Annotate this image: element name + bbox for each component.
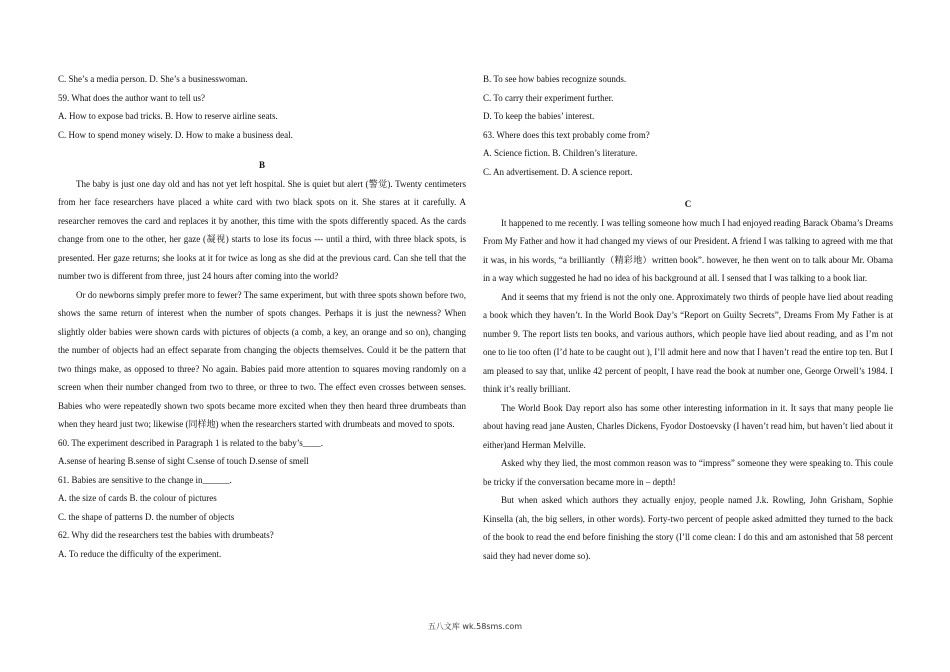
question-59: 59. What does the author want to tell us?	[58, 92, 206, 103]
option-line: C. She’s a media person. D. She’s a businesswoman.	[58, 74, 248, 84]
passage-paragraph: The World Book Day report also has some other interesting information in it. It says that many people lie about having read jane Austen, Charles Dickens, Fyodor Dostoevsky (I haven’t read him, but haven’t lied about it either)and Herman Melville.	[483, 402, 893, 450]
passage-paragraph: Asked why they lied, the most common reason was to “impress” someone they were speaking to. This coule be tricky if the conversation became more in – depth!	[483, 458, 893, 487]
passage-paragraph: And it seems that my friend is not the only one. Approximately two thirds of people have lied about reading a book which they haven’t. In the World Book Day’s “Report on Guilty Secrets”, Dreams From My Father is at number 9. The report lists ten books, and various authors, which people have lied about reading, and as I’m not one to lie too often (I’d hate to be caught out ), I’ll admit here and now that I haven’t read the entire top ten. But I am pleased to say that, unlike 42 percent of peoplt, I have read the book at number one, George Orwell’s 1984. I think it’s really brilliant.	[483, 291, 893, 394]
passage-paragraph: It happened to me recently. I was telling someone how much I had enjoyed reading Barack Obama’s Dreams From My Father and how it had changed my views of our President. A friend I was talking to agreed with me that it was, in his words, “a brilliantly（精彩地）written book”. however, he then went on to talk abour Mr. Obama in a way which suggested he had no idea of his background at all. I sensed that I was talking to a book liar.	[483, 217, 893, 283]
question-60: 60. The experiment described in Paragraph 1 is related to the baby’s____.	[58, 437, 324, 448]
option-line: D. To keep the babies’ interest.	[483, 111, 595, 121]
option-line: A. How to expose bad tricks. B. How to reserve airline seats.	[58, 111, 278, 121]
option-line: A.sense of hearing B.sense of sight C.sense of touch D.sense of smell	[58, 456, 309, 466]
passage-paragraph: Or do newborns simply prefer more to fewer? The same experiment, but with three spots shown before two, shows the same return of interest when the number of spots changes. Perhaps it is just the newness? When slightly older babies were shown cards with pictures of objects (a comb, a key, an orange and so on), changing the number of objects had an effect separate from changing the objects themselves. Could it be the pattern that two things make, as opposed to three? No again. Babies paid more attention to squares moving randomly on a screen when their number changed from two to three, or three to two. The effect even crosses between senses. Babies who were repeatedly shown two spots became more excited when they then heard three drumbeats than when they heard just two; likewise (同样地) when the researchers started with drumbeats and moved to spots.	[58, 289, 466, 429]
question-63: 63. Where does this text probably come from?	[483, 129, 650, 140]
option-line: B. To see how babies recognize sounds.	[483, 74, 627, 84]
option-line: C. How to spend money wisely. D. How to make a business deal.	[58, 129, 293, 140]
section-heading-b: B	[258, 160, 265, 170]
option-line: C. An advertisement. D. A science report.	[483, 166, 633, 177]
section-heading-c: C	[684, 199, 692, 209]
option-line: A. To reduce the difficulty of the experiment.	[58, 548, 222, 559]
passage-paragraph: But when asked which authors they actually enjoy, people named J.k. Rowling, John Grisham, Sophie Kinsella (ah, the big sellers, in other words). Forty-two percent of people asked admitted they turned to the back of the book to read the end before finishing the story (I’ll come clean: I do this and am astonished that 58 percent said they had never dome so).	[483, 495, 893, 561]
passage-paragraph: The baby is just one day old and has not yet left hospital. She is quiet but alert (警觉). Twenty centimeters from her face researchers have placed a white card with two black spots on it. She stares at it carefully. A researcher removes the card and replaces it by another, this time with the spots differently spaced. As the cards change from one to the other, her gaze (凝视) starts to lose its focus --- until a third, with three black spots, is presented. Her gaze returns; she looks at it for twice as long as she did at the previous card. Can she tell that the number two is different from three, just 24 hours after coming into the world?	[58, 178, 466, 281]
option-line: A. Science fiction. B. Children’s literature.	[483, 148, 638, 158]
option-line: A. the size of cards B. the colour of pictures	[58, 493, 217, 503]
question-61: 61. Babies are sensitive to the change in______.	[58, 474, 232, 485]
option-line: C. To carry their experiment further.	[483, 92, 614, 103]
question-62: 62. Why did the researchers test the babies with drumbeats?	[58, 530, 274, 540]
page-footer: 五八文库 wk.58sms.com	[427, 622, 523, 631]
right-column	[483, 70, 893, 565]
left-column	[58, 70, 466, 563]
option-line: C. the shape of patterns D. the number of objects	[58, 511, 235, 522]
